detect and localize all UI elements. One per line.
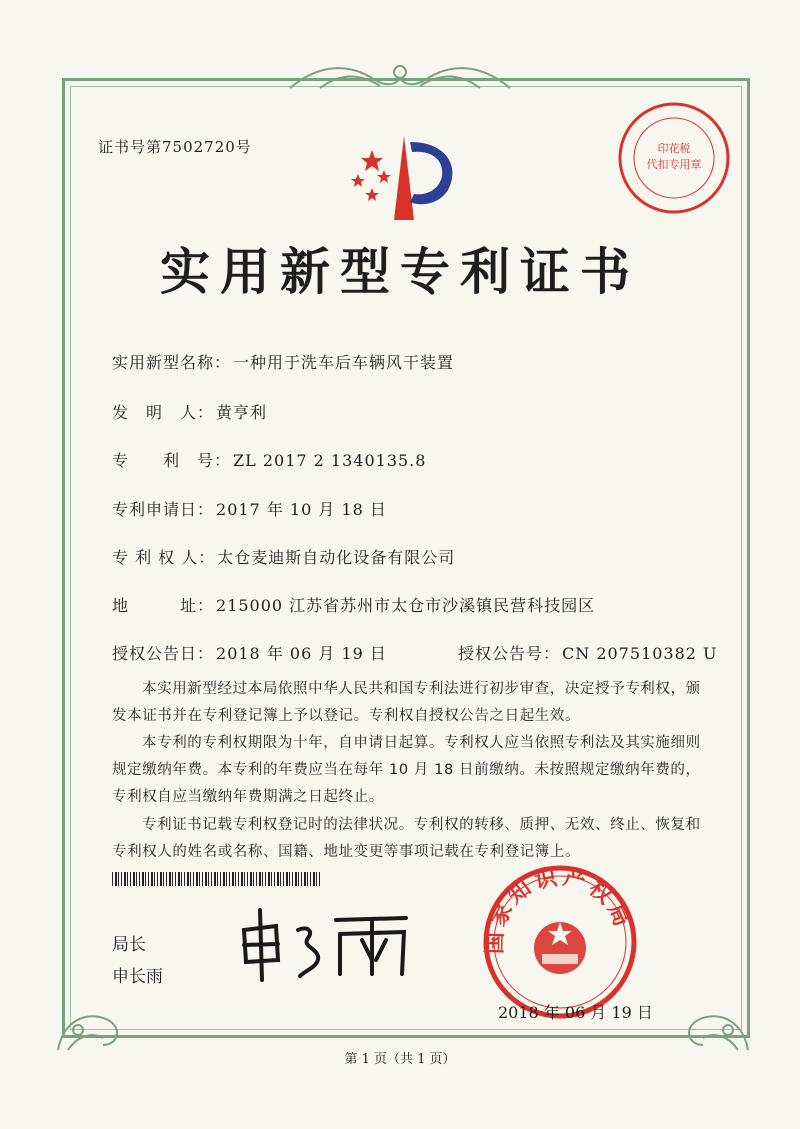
field-value: ZL 2017 2 1340135.8 (233, 451, 427, 470)
top-ornament-icon (280, 58, 520, 98)
barcode (112, 872, 320, 886)
patent-number-row (112, 448, 426, 471)
field-value: 2018 年 06 月 19 日 (216, 644, 387, 663)
field-label: 专 利 号： (112, 451, 232, 470)
field-label: 专 利 权 人： (112, 548, 216, 567)
field-value: 2017 年 10 月 18 日 (216, 500, 387, 519)
filing-date-row (112, 497, 387, 520)
field-label: 专利申请日： (112, 500, 215, 519)
certificate-title: 实用新型专利证书 (160, 242, 640, 301)
body-paragraph-1: 本实用新型经过本局依照中华人民共和国专利法进行初步审查，决定授予专利权，颁发本证书并在专利登记簿上予以登记。专利权自授权公告之日起生效。 (112, 681, 701, 724)
field-value: 215000 江苏省苏州市太仓市沙溪镇民营科技园区 (216, 596, 596, 615)
director-name: 申长雨 (112, 967, 163, 987)
page-number: 第 1 页（共 1 页） (344, 1052, 456, 1067)
field-label: 发 明 人： (112, 403, 215, 422)
grant-number-row (458, 641, 718, 664)
director-title: 局长 (112, 935, 146, 955)
field-value: CN 207510382 U (562, 644, 718, 663)
certificate-number: 证书号第7502720号 (98, 138, 252, 156)
body-paragraph-3: 专利证书记载专利权登记时的法律状况。专利权的转移、质押、无效、终止、恢复和专利权人的姓名或名称、国籍、地址变更等事项记载在专利登记簿上。 (112, 817, 701, 860)
field-value: 黄亨利 (216, 403, 268, 422)
seal-text: 国家知识产权局 (481, 863, 637, 955)
field-label: 授权公告号： (458, 644, 561, 663)
svg-text:印花税: 印花税 (657, 142, 691, 155)
inventor-row (112, 400, 267, 423)
patent-office-seal-icon (480, 862, 640, 1022)
field-label: 地 址： (112, 596, 215, 615)
patentee-row (112, 545, 455, 568)
field-value: 太仓麦迪斯自动化设备有限公司 (217, 548, 456, 567)
utility-model-name-row (112, 350, 454, 373)
tax-stamp-icon (616, 100, 732, 216)
body-paragraph-2: 本专利的专利权期限为十年，自申请日起算。专利权人应当依照专利法及其实施细则规定缴纳年费。本专利的年费应当在每年 10 月 18 日前缴纳。未按照规定缴纳年费的，专利权自应当缴纳年费期满之日起终止。 (112, 735, 701, 805)
field-label: 实用新型名称： (112, 353, 232, 372)
grant-date-row (112, 641, 387, 664)
field-label: 授权公告日： (112, 644, 215, 663)
field-value: 一种用于洗车后车辆风干装置 (233, 353, 455, 372)
seal-date: 2018 年 06 月 19 日 (498, 1003, 653, 1022)
address-row (112, 593, 595, 616)
svg-text:代扣专用章: 代扣专用章 (646, 158, 702, 171)
patent-office-logo-icon (344, 132, 464, 224)
director-signature-icon (236, 900, 416, 990)
